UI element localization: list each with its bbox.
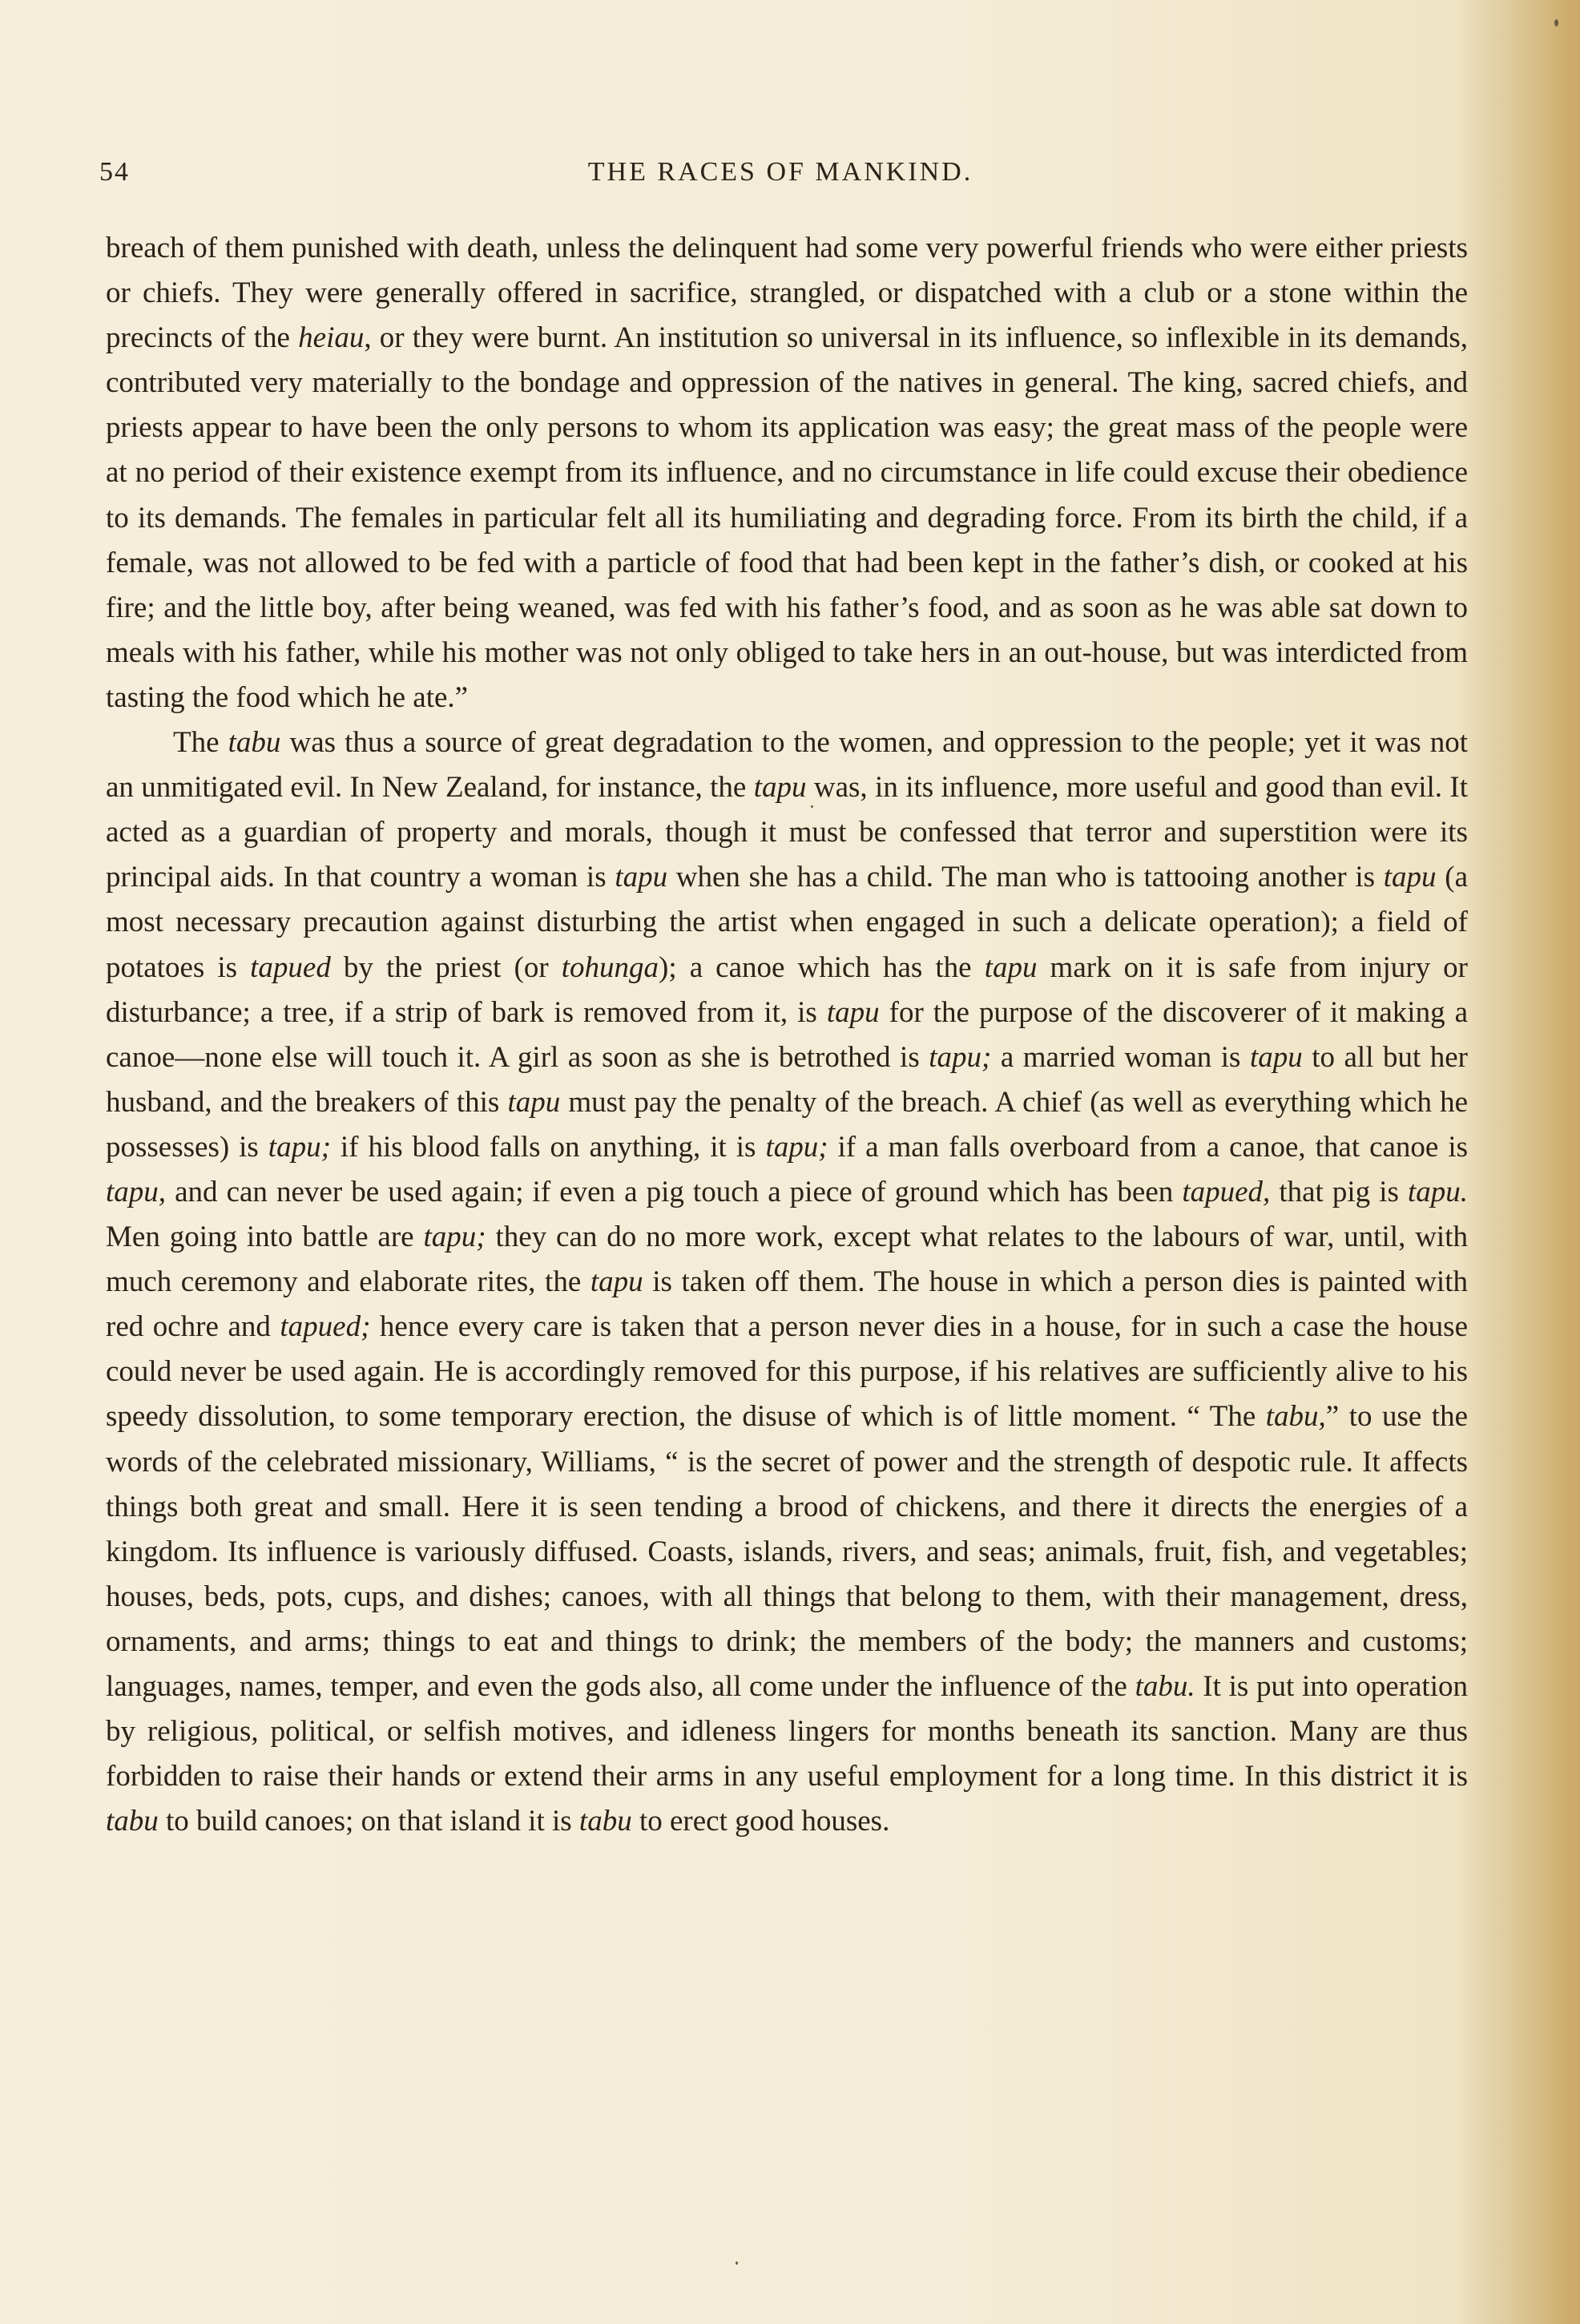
italic-term: tapu; [765,1130,828,1164]
text-run: that pig is [1270,1175,1408,1208]
text-run: was, in its influence, more useful and good than evil. It acted as a guardian of property and morals, though it must be confessed that terror and superstition were its principal aids. In that country a woman is [106,771,1468,894]
italic-term: tapu [590,1265,643,1299]
italic-term: tapu [753,771,807,805]
italic-term: tohunga [561,950,659,984]
page-edge-shading [1550,0,1580,2324]
text-run: by the priest (or [330,950,562,984]
text-run: and can never be used again; if even a pig touch a piece of ground which has been [166,1175,1183,1208]
text-run: to all but her husband, and the breakers of this [106,1040,1469,1119]
paper-speck [1554,19,1558,26]
italic-term: tapu, [106,1175,167,1208]
text-run: It is put into operation by religious, political, or selfish motives, and idleness lingers for months beneath its sanction. Many are thus forbidden to raise their hands or extend their arms in any useful employment for a long time. In this district it is [106,1670,1468,1793]
paragraph [106,720,1468,1844]
text-run: ” to use the words of the celebrated missionary, Williams, “ is the secret of power and the strength of despotic rule. It affects things both great and small. Here it is seen tending a brood of chickens, and there it directs the energies of a kingdom. Its influence is variously diffused. Coasts, islands, rivers, and seas; animals, fruit, fish, and vegetables; houses, beds, pots, cups, and dishes; canoes, with all things that belong to them, with their management, dress, ornaments, and arms; things to eat and things to drink; the members of the body; the manners and customs; languages, names, temper, and even the gods also, all come under the influence of the [106,1400,1468,1703]
text-run: is taken off them. The house in which a person dies is painted with red ochre and [106,1265,1468,1344]
text-run: they can do no more work, except what relates to the labours of war, until, with much ceremony and elaborate rites, the [106,1221,1468,1299]
paper-speck [736,2261,738,2265]
body-text [106,226,1468,1844]
italic-term: tapued, [1182,1175,1271,1208]
text-run: hence every care is taken that a person never dies in a house, for in such a case the house could never be used again. He is accordingly removed for this purpose, if his relatives are sufficiently alive to his speedy dissolution, to some temporary erection, the disuse of which is of little moment. “ The [106,1310,1468,1434]
italic-term: heiau [298,321,365,355]
italic-term: tapu [1383,861,1437,894]
italic-term: tapu; [423,1221,486,1254]
text-run: must pay the penalty of the breach. A chief (as well as everything which he possesses) is [106,1085,1468,1164]
italic-term: tabu [578,1805,632,1838]
italic-term: tapued; [280,1310,371,1344]
italic-term: tabu, [1265,1400,1326,1434]
italic-term: tapu [615,861,668,894]
text-run: The [173,726,228,760]
text-run: was thus a source of great degradation to the women, and oppression to the people; yet it was not an unmitigated evil. In New Zealand, for instance, the [106,726,1468,805]
page-number: 54 [99,157,130,187]
paper-speck [811,805,813,808]
italic-term: tapu; [268,1130,331,1164]
italic-term: tabu [228,726,281,760]
text-run: a married woman is [991,1040,1250,1074]
text-run: when she has a child. The man who is tattooing another is [667,861,1384,894]
text-run: to build canoes; on that island it is [158,1805,579,1838]
italic-term: tabu [106,1805,159,1838]
text-run: , or they were burnt. An institution so universal in its influence, so inflexible in its demands, contributed very materially to the bondage and oppression of the natives in general. The king, sacred chiefs, and priests appear to have been the only persons to whom its application was easy; the great mass of the people were at no period of their existence exempt from its influence, and no circumstance in life could excuse their obedience to its demands. The females in particular felt all its humiliating and degrading force. From its birth the child, if a female, was not allowed to be fed with a particle of food that had been kept in the father’s dish, or cooked at his fire; and the little boy, after being weaned, was fed with his father’s food, and as soon as he was able sat down to meals with his father, while his mother was not only obliged to take hers in an out-house, but was interdicted from tasting the food which he ate.” [106,321,1468,714]
italic-term: tapu [507,1085,561,1119]
text-run: Men going into battle are [106,1221,424,1254]
italic-term: tapued [250,950,331,984]
text-run: (a most necessary precaution against disturbing the artist when engaged in such a delicate operation); a field of potatoes is [106,861,1468,984]
text-run: ); a canoe which has the [659,950,985,984]
text-run: mark on it is safe from injury or disturbance; a tree, if a strip of bark is removed from it, is [106,950,1468,1029]
text-run: for the purpose of the discoverer of it making a canoe—none else will touch it. A girl as soon as she is betrothed is [106,995,1468,1074]
italic-term: tapu; [929,1040,992,1074]
running-head: THE RACES OF MANKIND. [587,157,973,187]
italic-term: tapu [826,995,880,1029]
text-run: if a man falls overboard from a canoe, that canoe is [828,1130,1468,1164]
italic-term: tapu [984,950,1038,984]
text-run: to erect good houses. [631,1805,890,1838]
text-run: if his blood falls on anything, it is [330,1130,766,1164]
paragraph [106,226,1468,720]
italic-term: tapu. [1407,1175,1468,1208]
text-run: breach of them punished with death, unless the delinquent had some very powerful friends who were either priests or chiefs. They were generally offered in sacrifice, strangled, or dispatched with a club or a stone within the precincts of the [106,232,1468,355]
italic-term: tapu [1249,1040,1303,1074]
page-header [99,157,1461,197]
italic-term: tabu. [1135,1670,1195,1703]
